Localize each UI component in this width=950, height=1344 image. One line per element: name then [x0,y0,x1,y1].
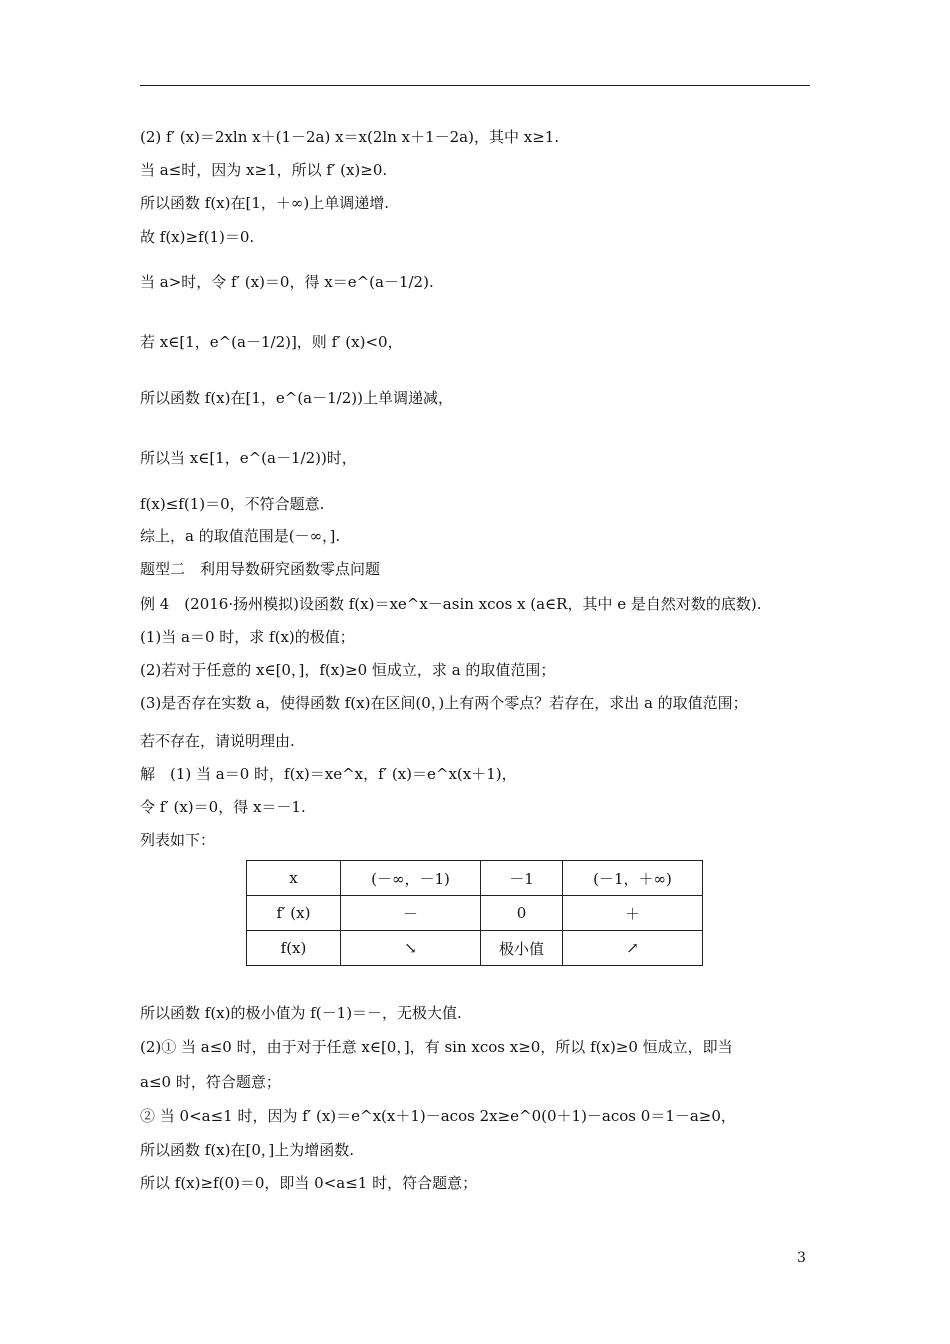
text-line: (2)① 当 a≤0 时，由于对于任意 x∈[0，]，有 sin xcos x≥0，所以 f(x)≥0 恒成立，即当 [140,1038,733,1056]
text-line: 综上，a 的取值范围是(－∞，]. [140,527,341,545]
text-line: a≤0 时，符合题意； [140,1073,281,1091]
text-line: ② 当 0<a≤1 时，因为 f′ (x)＝e^x(x＋1)－acos 2x≥e^0(0＋1)－acos 0＝1－a≥0， [140,1107,736,1125]
text-line: 当 a≤时，因为 x≥1，所以 f′ (x)≥0. [140,161,388,179]
table-cell: ↗ [563,931,703,966]
text-line: 列表如下： [140,831,216,849]
text-line: 所以函数 f(x)在[0，]上为增函数. [140,1141,355,1159]
text-line: 所以函数 f(x)的极小值为 f(－1)＝－，无极大值. [140,1004,462,1022]
table-row [247,896,703,931]
table-cell: －1 [481,861,563,896]
table-cell: (－1，＋∞) [563,861,703,896]
table-cell: (－∞，－1) [341,861,481,896]
text-line: (2) f′ (x)＝2xln x＋(1－2a) x＝x(2ln x＋1－2a)，其中 x≥1. [140,128,560,146]
table-cell: ＋ [563,896,703,931]
table-row [247,931,703,966]
text-line: f(x)≤f(1)＝0，不符合题意. [140,495,325,513]
table-cell: ↘ [341,931,481,966]
table-cell: f′ (x) [247,896,341,931]
page-number: 3 [797,1250,806,1266]
text-line: 故 f(x)≥f(1)＝0. [140,228,255,246]
example-title: 例 4 (2016·扬州模拟)设函数 f(x)＝xe^x－asin xcos x (a∈R，其中 e 是自然对数的底数). [140,595,762,613]
table-row [247,861,703,896]
table-cell: x [247,861,341,896]
text-line: 若 x∈[1，e^(a－1/2)]，则 f′ (x)<0， [140,333,403,351]
table-cell: － [341,896,481,931]
text-line: 当 a>时，令 f′ (x)＝0，得 x＝e^(a－1/2). [140,273,434,291]
table-cell: 极小值 [481,931,563,966]
text-line: (1)当 a＝0 时，求 f(x)的极值； [140,628,355,646]
table-cell: f(x) [247,931,341,966]
table-cell: 0 [481,896,563,931]
text-line: (3)是否存在实数 a，使得函数 f(x)在区间(0，)上有两个零点？若存在，求出 a 的取值范围； [140,694,748,712]
text-line: 所以函数 f(x)在[1，＋∞)上单调递增. [140,194,389,212]
text-line: 所以当 x∈[1，e^(a－1/2))时， [140,449,357,467]
text-line: 令 f′ (x)＝0，得 x＝－1. [140,798,306,816]
text-line: 若不存在，请说明理由. [140,732,295,750]
text-line: (2)若对于任意的 x∈[0，]，f(x)≥0 恒成立，求 a 的取值范围； [140,661,556,679]
text-line: 所以 f(x)≥f(0)＝0，即当 0<a≤1 时，符合题意； [140,1174,478,1192]
section-heading: 题型二 利用导数研究函数零点问题 [140,560,381,578]
header-rule [140,85,810,86]
text-line: 解 (1) 当 a＝0 时，f(x)＝xe^x，f′ (x)＝e^x(x＋1)， [140,765,517,783]
text-line: 所以函数 f(x)在[1，e^(a－1/2))上单调递减， [140,389,453,407]
extremum-table [246,860,703,966]
